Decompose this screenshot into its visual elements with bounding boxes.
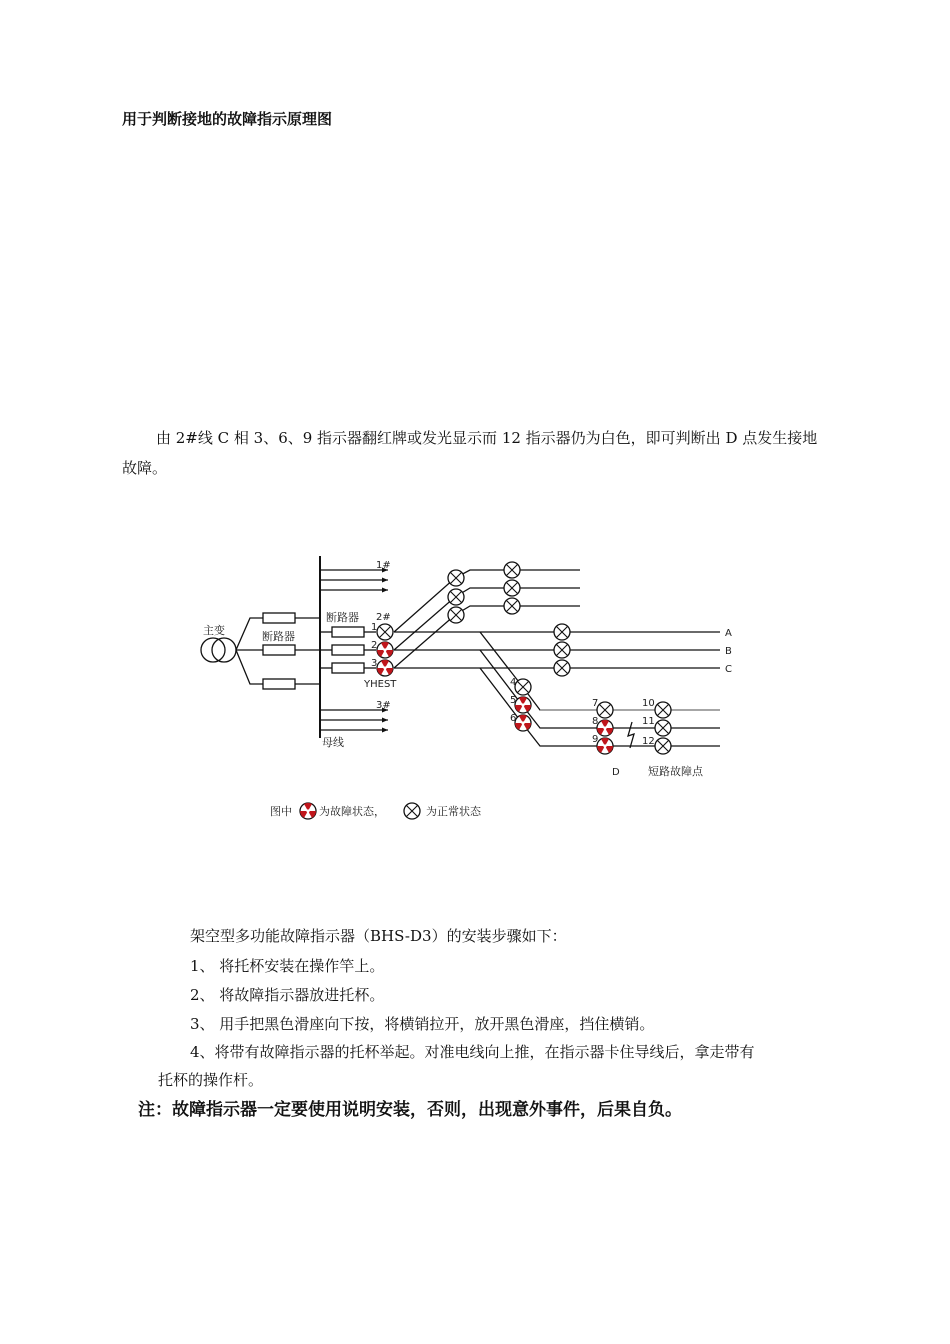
- install-step-2: 2、 将故障指示器放进托杯。: [190, 986, 385, 1004]
- num-9: 9: [592, 734, 599, 745]
- legend-fault-text: 为故障状态，: [319, 805, 385, 818]
- indicator-phase-c: [554, 660, 570, 676]
- num-10: 10: [642, 698, 655, 709]
- num-5: 5: [510, 695, 517, 706]
- fault-point-label: D: [612, 767, 620, 778]
- indicator-3-fault: [377, 660, 393, 676]
- indicator-12-normal: [655, 738, 671, 754]
- indicator-upper-2: [448, 589, 464, 605]
- indicator-phase-b: [554, 642, 570, 658]
- legend-prefix: 图中: [270, 805, 292, 818]
- indicator-5-fault: [515, 697, 531, 713]
- install-step-1: 1、 将托杯安装在操作竿上。: [190, 957, 385, 975]
- indicator-10-normal: [655, 702, 671, 718]
- left-breakers: [263, 613, 295, 689]
- num-11: 11: [642, 716, 655, 727]
- num-1: 1: [371, 622, 378, 633]
- main-phase-lines: [394, 570, 720, 746]
- indicator-upper-5: [504, 580, 520, 596]
- indicator-6-fault: [515, 715, 531, 731]
- num-4: 4: [510, 677, 517, 688]
- fault-indicator-diagram: [190, 548, 750, 828]
- fault-description-label: 短路故障点: [648, 765, 703, 778]
- num-8: 8: [592, 716, 599, 727]
- indicator-upper-3: [448, 607, 464, 623]
- bus-label: 母线: [322, 736, 344, 749]
- indicator-7-normal: [597, 702, 613, 718]
- legend-normal-icon: [404, 803, 420, 819]
- left-breaker-label: 断路器: [262, 630, 295, 643]
- indicator-upper-1: [448, 570, 464, 586]
- indicator-upper-6: [504, 598, 520, 614]
- indicator-2-fault: [377, 642, 393, 658]
- num-6: 6: [510, 713, 517, 724]
- legend-fault-icon: [300, 803, 316, 819]
- legend-normal-text: 为正常状态: [426, 805, 481, 818]
- num-3: 3: [371, 658, 378, 669]
- transformer-symbol: [201, 638, 236, 662]
- install-step-4-cont: 托杯的操作杆。: [158, 1071, 264, 1089]
- line-3-label: 3#: [376, 700, 391, 711]
- phase-c-label: C: [725, 664, 732, 675]
- install-step-4: 4、将带有故障指示器的托杯举起。对准电线向上推，在指示器卡住导线后，拿走带有: [190, 1043, 755, 1061]
- explanation-paragraph: 由 2#线 C 相 3、6、9 指示器翻红牌或发光显示而 12 指示器仍为白色，即可判断出 D 点发生接地故障。: [122, 429, 818, 477]
- indicator-1-normal: [377, 624, 393, 640]
- line-2-label: 2#: [376, 612, 391, 623]
- phase-a-label: A: [725, 628, 732, 639]
- right-breaker-label: 断路器: [326, 611, 359, 624]
- indicator-11-normal: [655, 720, 671, 736]
- num-12: 12: [642, 736, 655, 747]
- indicator-upper-4: [504, 562, 520, 578]
- indicator-phase-a: [554, 624, 570, 640]
- num-2: 2: [371, 640, 378, 651]
- install-intro: 架空型多功能故障指示器（BHS-D3）的安装步骤如下：: [190, 927, 567, 945]
- transformer-label: 主变: [203, 624, 225, 637]
- num-7: 7: [592, 698, 599, 709]
- yhest-label: YHEST: [364, 679, 397, 690]
- warning-note: 注：故障指示器一定要使用说明安装，否则，出现意外事件，后果自负。: [138, 1100, 682, 1120]
- indicator-9-fault: [597, 738, 613, 754]
- install-step-3: 3、 用手把黑色滑座向下按，将横销拉开，放开黑色滑座，挡住横销。: [190, 1015, 655, 1033]
- page-title: 用于判断接地的故障指示原理图: [122, 110, 333, 128]
- fault-lightning-icon: [628, 722, 634, 748]
- line-1-label: 1#: [376, 560, 391, 571]
- right-breakers: [332, 627, 364, 673]
- indicator-4-normal: [515, 679, 531, 695]
- phase-b-label: B: [725, 646, 732, 657]
- indicator-8-fault: [597, 720, 613, 736]
